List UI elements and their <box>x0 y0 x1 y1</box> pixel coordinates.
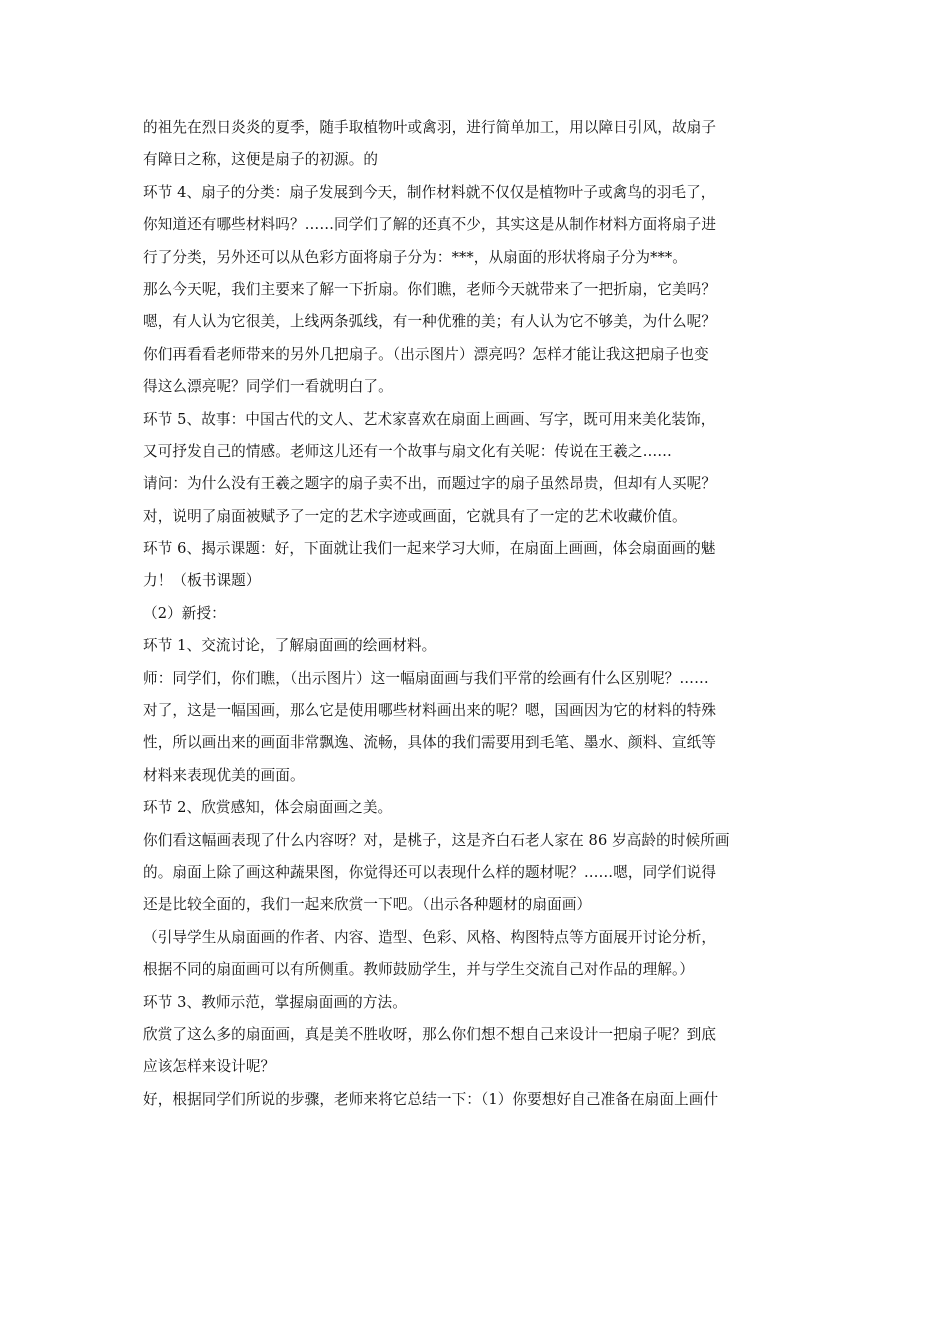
text-line: 性，所以画出来的画面非常飘逸、流畅，具体的我们需要用到毛笔、墨水、颜料、宣纸等 <box>143 734 717 752</box>
text-line: 环节 2、欣赏感知，体会扇面画之美。 <box>143 799 393 817</box>
text-line: 你们再看看老师带来的另外几把扇子。（出示图片）漂亮吗？怎样才能让我这把扇子也变 <box>143 345 709 363</box>
text-line: 对，说明了扇面被赋予了一定的艺术字迹或画面，它就具有了一定的艺术收藏价值。 <box>143 507 687 525</box>
text-line: 欣赏了这么多的扇面画，真是美不胜收呀，那么你们想不想自己来设计一把扇子呢？到底 <box>143 1025 717 1043</box>
text-line: 的。扇面上除了画这种蔬果图，你觉得还可以表现什么样的题材呢？……嗯，同学们说得 <box>143 863 717 881</box>
text-line: 根据不同的扇面画可以有所侧重。教师鼓励学生，并与学生交流自己对作品的理解。） <box>143 961 695 979</box>
text-line: 力！（板书课题） <box>143 572 261 590</box>
text-line: 环节 1、交流讨论，了解扇面画的绘画材料。 <box>143 637 437 655</box>
text-line: 行了分类，另外还可以从色彩方面将扇子分为：***，从扇面的形状将扇子分为***。 <box>143 248 687 266</box>
text-line: 得这么漂亮呢？同学们一看就明白了。 <box>143 378 393 396</box>
text-line: 又可抒发自己的情感。老师这儿还有一个故事与扇文化有关呢：传说在王羲之…… <box>143 442 672 460</box>
text-line: 对了，这是一幅国画，那么它是使用哪些材料画出来的呢？嗯，国画因为它的材料的特殊 <box>143 702 717 720</box>
text-line: 请问：为什么没有王羲之题字的扇子卖不出，而题过字的扇子虽然昂贵，但却有人买呢？ <box>143 475 717 493</box>
text-line: 应该怎样来设计呢？ <box>143 1058 276 1076</box>
text-line: 环节 6、揭示课题：好，下面就让我们一起来学习大师，在扇面上画画，体会扇面画的魅 <box>143 540 716 558</box>
text-line: 还是比较全面的，我们一起来欣赏一下吧。（出示各种题材的扇面画） <box>143 896 592 914</box>
document-body <box>143 112 811 1116</box>
text-line: 你知道还有哪些材料吗？……同学们了解的还真不少，其实这是从制作材料方面将扇子进 <box>143 216 717 234</box>
text-line: 你们看这幅画表现了什么内容呀？对，是桃子，这是齐白石老人家在 86 岁高龄的时候所画 <box>143 831 730 849</box>
text-line: 的祖先在烈日炎炎的夏季，随手取植物叶或禽羽，进行简单加工，用以障日引风，故扇子 <box>143 119 717 136</box>
text-line: 好，根据同学们所说的步骤，老师来将它总结一下：（1）你要想好自己准备在扇面上画什 <box>143 1090 719 1108</box>
text-line: 那么今天呢，我们主要来了解一下折扇。你们瞧，老师今天就带来了一把折扇，它美吗？ <box>143 280 717 298</box>
text-line: 环节 3、教师示范，掌握扇面画的方法。 <box>143 993 407 1011</box>
text-line: （2）新授： <box>143 604 226 622</box>
text-line: 环节 5、故事：中国古代的文人、艺术家喜欢在扇面上画画、写字，既可用来美化装饰， <box>143 410 716 428</box>
text-line: 环节 4、扇子的分类：扇子发展到今天，制作材料就不仅仅是植物叶子或禽鸟的羽毛了， <box>143 183 716 201</box>
text-line: （引导学生从扇面画的作者、内容、造型、色彩、风格、构图特点等方面展开讨论分析， <box>143 928 717 946</box>
text-line: 有障日之称，这便是扇子的初源。的 <box>143 151 379 169</box>
text-line: 师：同学们，你们瞧，（出示图片）这一幅扇面画与我们平常的绘画有什么区别呢？…… <box>143 669 709 687</box>
text-line: 材料来表现优美的画面。 <box>143 766 305 784</box>
text-line: 嗯，有人认为它很美，上线两条弧线，有一种优雅的美；有人认为它不够美，为什么呢？ <box>143 313 717 331</box>
